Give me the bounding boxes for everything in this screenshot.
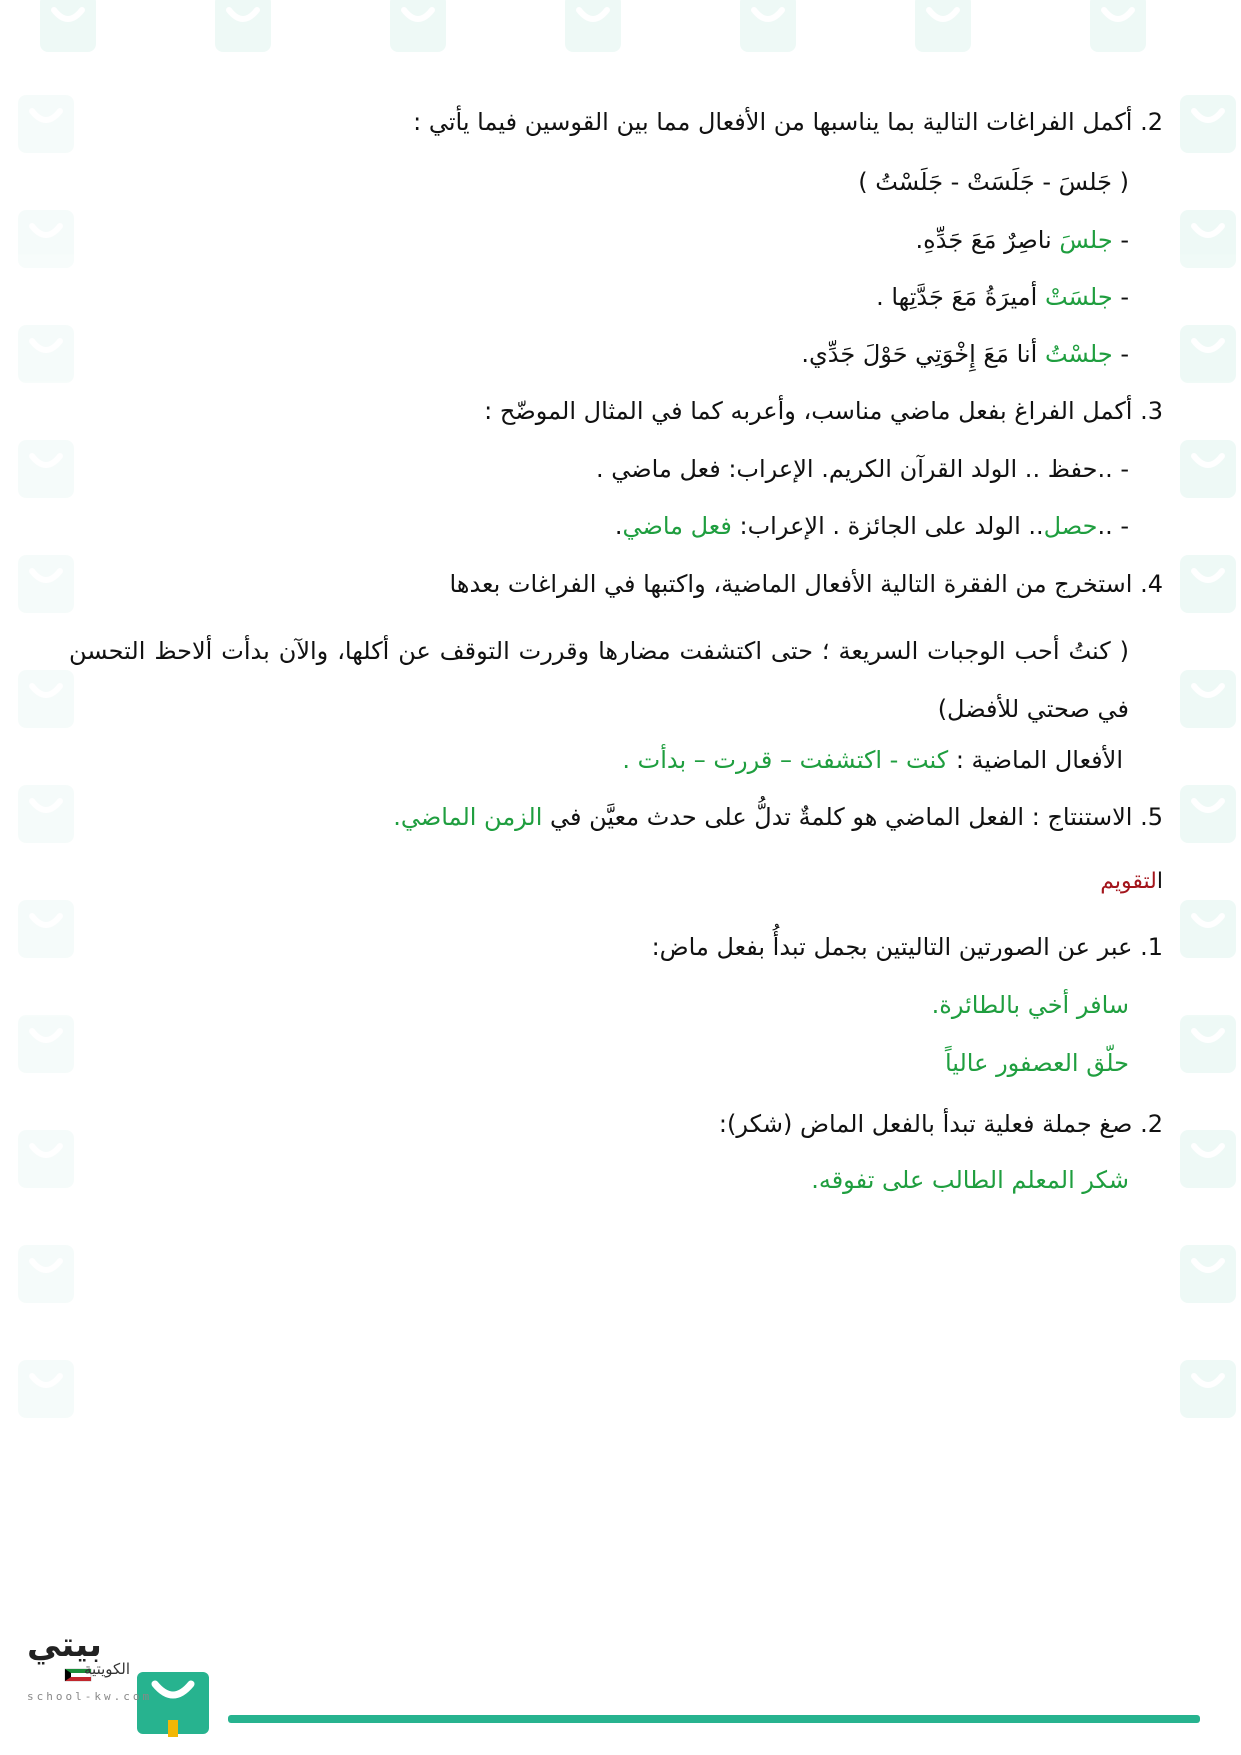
answer-parsing: فعل ماضي [622, 512, 732, 540]
sentence-rest: ناصِرٌ مَعَ جَدِّهِ. [915, 226, 1060, 254]
question-text: أكمل الفراغ بفعل ماضي مناسب، وأعربه كما في المثال الموضّح : [484, 397, 1133, 425]
answer-verb: جلسْتُ [1044, 340, 1113, 368]
logo-url: school-kw.com [27, 1690, 153, 1703]
dash: - [1112, 283, 1129, 311]
heading-rest: لتقويم [1100, 869, 1157, 894]
sentence-end: . [614, 512, 623, 540]
question-number: 4. [1140, 570, 1163, 598]
question-text: الاستنتاج : الفعل الماضي هو كلمةٌ تدلُّ على حدث معيَّن في [542, 803, 1133, 831]
question-number: 2. [1140, 108, 1163, 136]
dash: - .. [1097, 512, 1129, 540]
verb-options: ( جَلسَ - جَلَسَتْ - جَلَسْتُ ) [858, 168, 1129, 196]
heading-first-letter: ا [1156, 869, 1163, 894]
dash: - [1112, 226, 1129, 254]
answer-line: سافر أخي بالطائرة. [931, 991, 1129, 1019]
sentence-rest: أنا مَعَ إِخْوَتِي حَوْلَ جَدِّي. [801, 340, 1045, 368]
question-5 [393, 800, 1163, 834]
evaluation-question-2 [719, 1107, 1163, 1141]
question-3 [484, 394, 1163, 428]
answer-verb: جلسَتْ [1044, 283, 1113, 311]
question-text: أكمل الفراغات التالية بما يناسبها من الأفعال مما بين القوسين فيما يأتي : [413, 108, 1133, 136]
question-2 [413, 105, 1163, 139]
answer-line [876, 280, 1129, 314]
answer-line: حلّق العصفور عالياً [944, 1049, 1129, 1077]
question-number: 5. [1140, 803, 1163, 831]
evaluation-heading [1100, 865, 1163, 899]
question-4 [449, 567, 1163, 601]
logo-subtitle: الكويتية [84, 1660, 131, 1678]
sentence-rest: أميرَةُ مَعَ جَدَّتِها . [876, 283, 1045, 311]
answer-verb: جلسَ [1059, 226, 1113, 254]
paragraph: ( كنتُ أحب الوجبات السريعة ؛ حتى اكتشفت مضارها وقررت التوقف عن أكلها، والآن بدأت ألاحظ التحسن في صحتي للأفضل) [69, 637, 1129, 723]
logo-name: بيتي [27, 1625, 102, 1665]
answer-line [615, 509, 1129, 543]
evaluation-question-1 [652, 930, 1163, 964]
answer-line [801, 337, 1129, 371]
answer-line [622, 743, 1123, 777]
answer-line: شكر المعلم الطالب على تفوقه. [811, 1166, 1129, 1194]
question-number: 1. [1140, 933, 1163, 961]
answer-line [916, 223, 1129, 257]
answer-text: الزمن الماضي. [393, 803, 543, 831]
question-text: عبر عن الصورتين التاليتين بجمل تبدأُ بفعل ماض: [651, 933, 1133, 961]
answer-verbs: كنت - اكتشفت – قررت – بدأت . [622, 746, 949, 774]
question-number: 2. [1140, 1110, 1163, 1138]
sentence-mid: .. الولد على الجائزة . الإعراب: [731, 512, 1044, 540]
answer-verb: حصل [1043, 512, 1098, 540]
example-line: - ..حفظ .. الولد القرآن الكريم. الإعراب: فعل ماضي . [596, 455, 1129, 483]
question-text: استخرج من الفقرة التالية الأفعال الماضية، واكتبها في الفراغات بعدها [449, 570, 1133, 598]
answer-label: الأفعال الماضية : [948, 746, 1123, 774]
dash: - [1112, 340, 1129, 368]
question-text: صغ جملة فعلية تبدأ بالفعل الماض (شكر): [718, 1110, 1133, 1138]
question-number: 3. [1140, 397, 1163, 425]
